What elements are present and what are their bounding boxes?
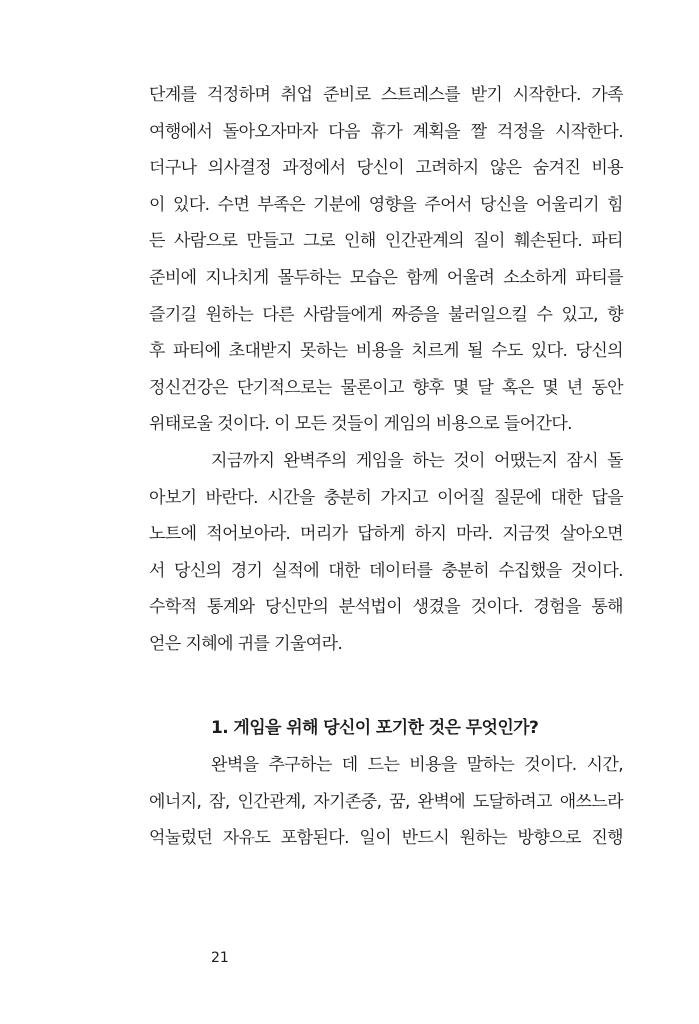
text-line: 즐기길 원하는 다른 사람들에게 짜증을 불러일으킬 수 있고, 향 <box>149 304 623 325</box>
section-heading: 1. 게임을 위해 당신이 포기한 것은 무엇인가? <box>211 718 539 738</box>
text-line: 억눌렀던 자유도 포함된다. 일이 반드시 원하는 방향으로 진행 <box>149 828 623 849</box>
paragraph-3 <box>149 747 623 857</box>
page-number: 21 <box>211 950 229 966</box>
text-line: 여행에서 돌아오자마자 다음 휴가 계획을 짤 걱정을 시작한다. <box>149 121 623 142</box>
text-line: 완벽을 추구하는 데 드는 비용을 말하는 것이다. 시간, <box>211 755 623 775</box>
text-line: 지금까지 완벽주의 게임을 하는 것이 어땠는지 잠시 돌 <box>211 451 623 471</box>
paragraph-1 <box>149 77 623 443</box>
text-line: 서 당신의 경기 실적에 대한 데이터를 충분히 수집했을 것이다. <box>149 560 623 581</box>
text-line: 에너지, 잠, 인간관계, 자기존중, 꿈, 완벽에 도달하려고 애쓰느라 <box>149 791 623 812</box>
text-line: 얻은 지혜에 귀를 기울여라. <box>149 633 343 654</box>
text-line: 이 있다. 수면 부족은 기분에 영향을 주어서 당신을 어울리기 힘 <box>149 194 623 215</box>
text-line: 단계를 걱정하며 취업 준비로 스트레스를 받기 시작한다. 가족 <box>149 85 623 105</box>
text-line: 노트에 적어보아라. 머리가 답하게 하지 마라. 지금껏 살아오면 <box>149 524 623 545</box>
text-line: 아보기 바란다. 시간을 충분히 가지고 이어질 질문에 대한 답을 <box>149 487 623 508</box>
text-line: 정신건강은 단기적으로는 물론이고 향후 몇 달 혹은 몇 년 동안 <box>149 377 623 398</box>
paragraph-2 <box>149 443 623 663</box>
text-line: 준비에 지나치게 몰두하는 모습은 함께 어울려 소소하게 파티를 <box>149 267 623 288</box>
text-line: 든 사람으로 만들고 그로 인해 인간관계의 질이 훼손된다. 파티 <box>149 231 623 252</box>
text-line: 위태로울 것이다. 이 모든 것들이 게임의 비용으로 들어간다. <box>149 414 572 435</box>
text-line: 수학적 통계와 당신만의 분석법이 생겼을 것이다. 경험을 통해 <box>149 597 623 618</box>
text-line: 더구나 의사결정 과정에서 당신이 고려하지 않은 숨겨진 비용 <box>149 158 623 179</box>
text-line: 후 파티에 초대받지 못하는 비용을 치르게 될 수도 있다. 당신의 <box>149 341 623 362</box>
